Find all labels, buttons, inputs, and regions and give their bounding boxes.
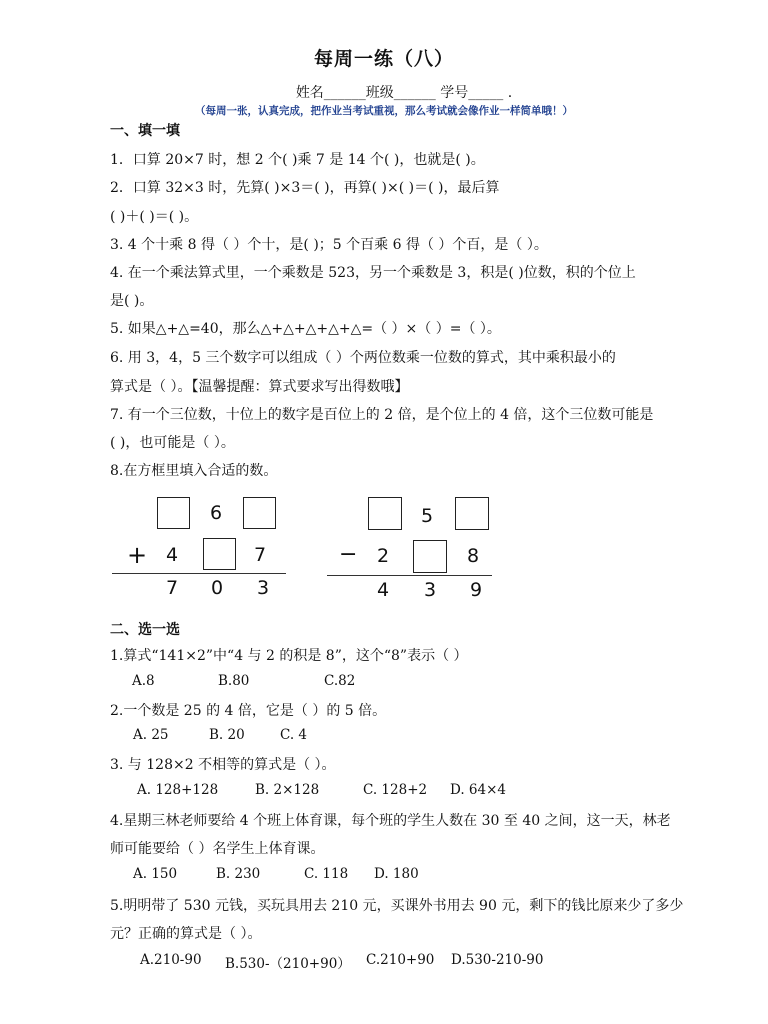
option-d[interactable]: D.530-210-90 (451, 952, 544, 968)
choice-question-2: 2.一个数是 25 的 4 倍，它是（ ）的 5 倍。 (110, 703, 387, 719)
choice-question-5-line-1: 5.明明带了 530 元钱，买玩具用去 210 元，买课外书用去 90 元，剩下的钱比原来少了多少 (110, 898, 684, 914)
result-digit: 0 (211, 577, 224, 599)
sum-line (112, 573, 286, 574)
option-c[interactable]: C.82 (324, 673, 356, 689)
option-c[interactable]: C. 128+2 (363, 782, 428, 798)
student-info-line: 姓名______班级______ 学号_____ . (295, 85, 513, 101)
option-d[interactable]: D. 64×4 (450, 782, 507, 798)
question-5: 5. 如果△+△=40，那么△+△+△+△+△=（ ）×（ ）=（ ）。 (110, 321, 501, 337)
result-digit: 9 (470, 579, 483, 601)
puzzle-digit: 7 (254, 544, 267, 566)
option-b[interactable]: B. 2×128 (255, 782, 320, 798)
section-fill-heading: 一、填一填 (110, 123, 180, 139)
answer-box[interactable] (455, 497, 489, 530)
puzzle-digit: 8 (467, 545, 480, 567)
puzzle-digit: 5 (421, 505, 434, 527)
option-a[interactable]: A. 150 (133, 866, 178, 882)
choice-question-3: 3. 与 128×2 不相等的算式是（ ）。 (110, 757, 336, 773)
result-digit: 3 (257, 577, 270, 599)
option-a[interactable]: A. 128+128 (137, 782, 219, 798)
page-title: 每周一练（八） (313, 48, 454, 70)
section-choose-heading: 二、选一选 (110, 622, 180, 638)
result-digit: 7 (166, 577, 179, 599)
question-1: 1．口算 20×7 时，想 2 个( )乘 7 是 14 个( )，也就是( )。 (110, 152, 485, 168)
puzzle-digit: 4 (166, 544, 179, 566)
result-digit: 3 (424, 579, 437, 601)
result-digit: 4 (377, 579, 390, 601)
question-4-line-1: 4. 在一个乘法算式里，一个乘数是 523，另一个乘数是 3，积是( )位数，积的个位上 (110, 265, 636, 281)
answer-box[interactable] (413, 540, 447, 573)
question-8: 8.在方框里填入合适的数。 (110, 463, 278, 479)
difference-line (327, 575, 492, 576)
choice-question-4-line-2: 师可能要给（ ）名学生上体育课。 (110, 841, 325, 857)
option-b[interactable]: B. 20 (209, 727, 245, 743)
plus-sign: + (127, 541, 148, 569)
puzzle-digit: 2 (377, 545, 390, 567)
choice-question-4-line-1: 4.星期三林老师要给 4 个班上体育课，每个班的学生人数在 30 至 40 之间，这一天，林老 (110, 813, 671, 829)
option-b[interactable]: B.80 (218, 673, 250, 689)
question-6-line-1: 6. 用 3，4，5 三个数字可以组成（ ）个两位数乘一位数的算式，其中乘积最小的 (110, 350, 616, 366)
question-7-line-1: 7. 有一个三位数，十位上的数字是百位上的 2 倍，是个位上的 4 倍，这个三位数可能是 (110, 407, 654, 423)
option-d[interactable]: D. 180 (374, 866, 419, 882)
instruction-tip: （每周一张，认真完成，把作业当考试重视，那么考试就会像作业一样简单哦！） (195, 105, 573, 117)
question-6-line-2: 算式是（ ）。【温馨提醒：算式要求写出得数哦】 (110, 379, 409, 395)
question-4-line-2: 是( )。 (110, 293, 154, 309)
option-c[interactable]: C. 118 (304, 866, 349, 882)
option-b[interactable]: B.530-（210+90） (225, 956, 351, 972)
answer-box[interactable] (203, 538, 236, 570)
question-3: 3. 4 个十乘 8 得（ ）个十，是( )；5 个百乘 6 得（ ）个百，是（ ）。 (110, 237, 548, 253)
option-c[interactable]: C.210+90 (366, 952, 435, 968)
option-c[interactable]: C. 4 (280, 727, 308, 743)
option-a[interactable]: A.8 (132, 673, 155, 689)
minus-sign: − (339, 542, 358, 567)
option-b[interactable]: B. 230 (216, 866, 261, 882)
choice-question-5-line-2: 元？正确的算式是（ ）。 (110, 926, 262, 942)
choice-question-1: 1.算式“141×2”中“4 与 2 的积是 8”，这个“8”表示（ ） (110, 648, 468, 664)
question-2-line-2: ( )＋( )＝( )。 (110, 209, 199, 225)
option-a[interactable]: A. 25 (133, 727, 169, 743)
answer-box[interactable] (243, 497, 276, 529)
question-7-line-2: ( )，也可能是（ ）。 (110, 435, 235, 451)
answer-box[interactable] (368, 497, 402, 530)
question-2-line-1: 2．口算 32×3 时，先算( )×3＝( )，再算( )×( )＝( )，最后算 (110, 180, 500, 196)
puzzle-digit: 6 (210, 502, 223, 524)
option-a[interactable]: A.210-90 (140, 952, 202, 968)
answer-box[interactable] (157, 497, 190, 529)
